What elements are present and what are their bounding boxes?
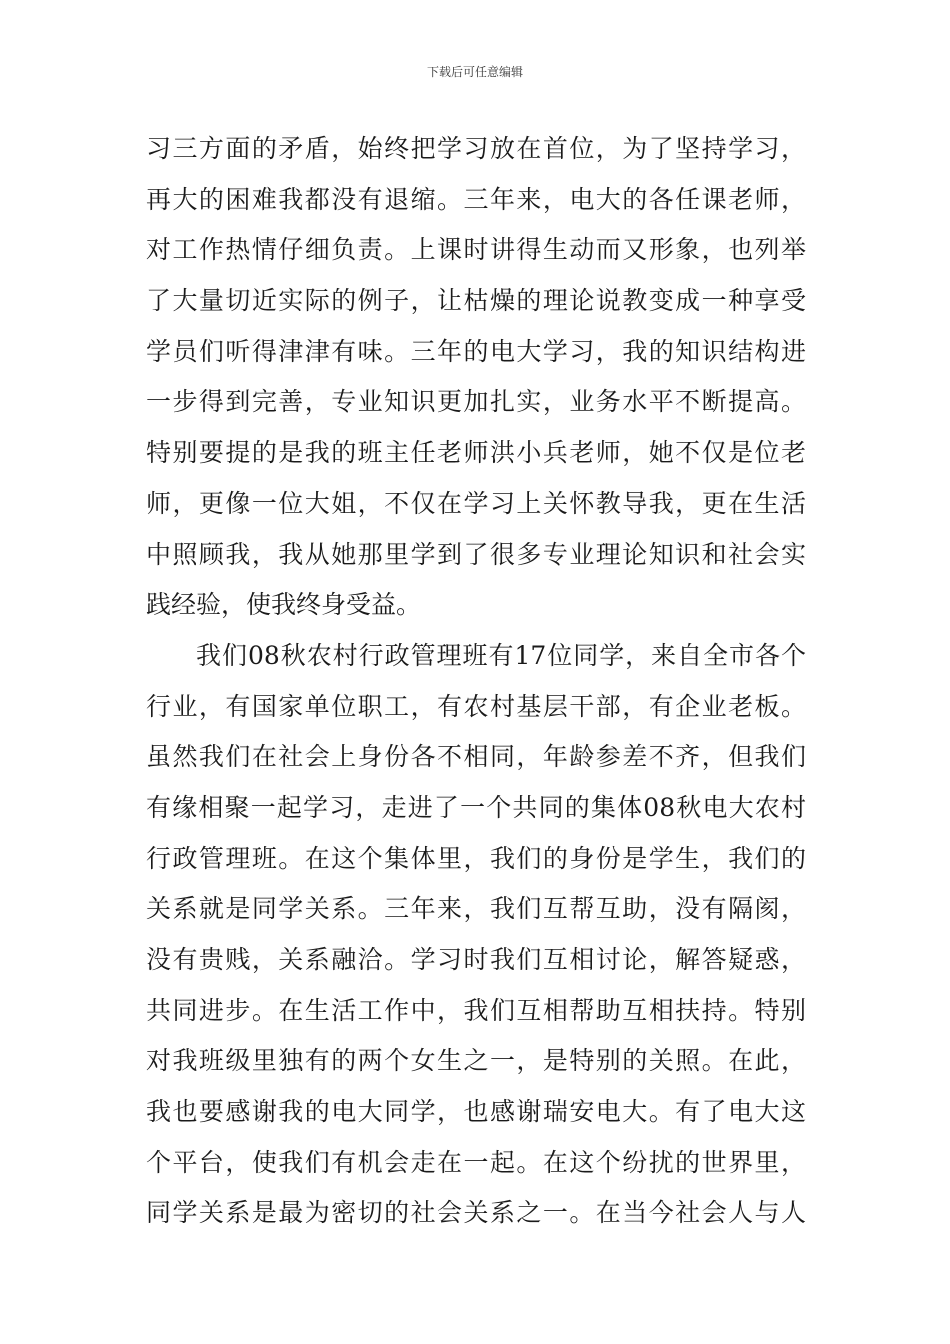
paragraph-end-line: 践经验，使我终身受益。 (146, 590, 422, 620)
text-line: 了大量切近实际的例子，让枯燥的理论说教变成一种享受 (146, 286, 806, 316)
text-line: 特别要提的是我的班主任老师洪小兵老师，她不仅是位老 (146, 438, 806, 468)
text-line: 共同进步。在生活工作中，我们互相帮助互相扶持。特别 (146, 995, 806, 1025)
text-line: 行政管理班。在这个集体里，我们的身份是学生，我们的 (146, 843, 806, 873)
document-body (146, 124, 806, 1239)
text-line: 有缘相聚一起学习，走进了一个共同的集体08秋电大农村 (146, 792, 806, 822)
text-line: 学员们听得津津有味。三年的电大学习，我的知识结构进 (146, 336, 806, 366)
text-line: 对工作热情仔细负责。上课时讲得生动而又形象，也列举 (146, 235, 806, 265)
text-line: 一步得到完善，专业知识更加扎实，业务水平不断提高。 (146, 387, 806, 417)
text-line: 对我班级里独有的两个女生之一，是特别的关照。在此， (146, 1046, 806, 1076)
page-header: 下载后可任意编辑 (426, 65, 523, 79)
text-line: 虽然我们在社会上身份各不相同，年龄参差不齐，但我们 (146, 742, 806, 772)
text-line: 我也要感谢我的电大同学，也感谢瑞安电大。有了电大这 (146, 1097, 806, 1127)
text-line: 行业，有国家单位职工，有农村基层干部，有企业老板。 (146, 691, 806, 721)
text-line: 没有贵贱，关系融洽。学习时我们互相讨论，解答疑惑， (146, 945, 806, 974)
text-line: 中照顾我，我从她那里学到了很多专业理论知识和社会实 (146, 539, 806, 569)
text-line: 关系就是同学关系。三年来，我们互帮互助，没有隔阂， (146, 894, 806, 924)
paragraph-first-line: 我们08秋农村行政管理班有17位同学，来自全市各个 (196, 640, 806, 670)
text-line: 同学关系是最为密切的社会关系之一。在当今社会人与人 (146, 1198, 806, 1228)
text-line: 再大的困难我都没有退缩。三年来，电大的各任课老师， (146, 184, 806, 214)
text-line: 个平台，使我们有机会走在一起。在这个纷扰的世界里， (146, 1147, 806, 1177)
text-line: 师，更像一位大姐，不仅在学习上关怀教导我，更在生活 (146, 488, 806, 518)
text-line: 习三方面的矛盾，始终把学习放在首位，为了坚持学习， (146, 134, 806, 163)
